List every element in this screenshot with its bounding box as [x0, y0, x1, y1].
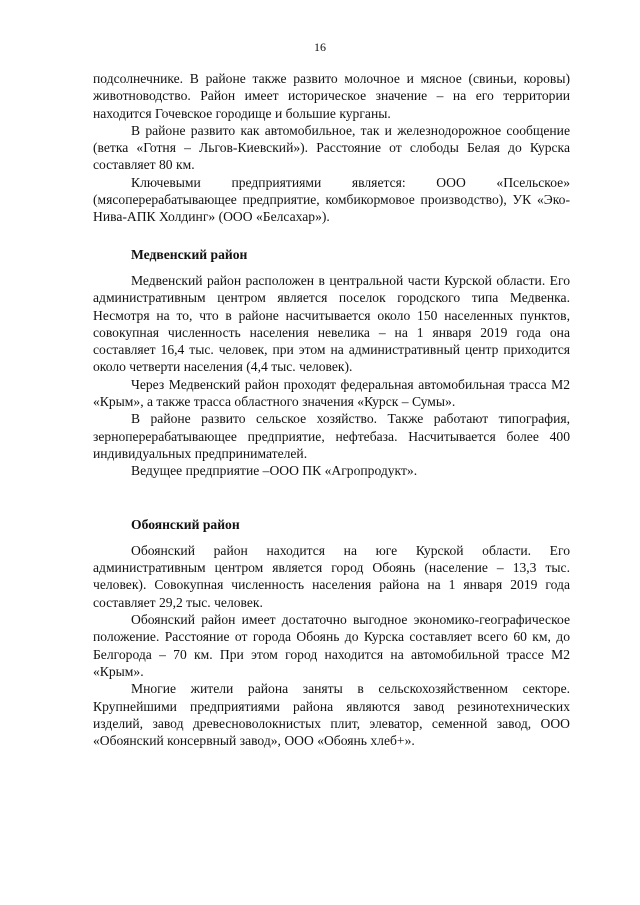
medvensky-paragraph-1: Медвенский район расположен в центральной части Курской области. Его административным центром является поселок городского типа Медвенка. Несмотря на то, что в районе насчитывается около 150 населенных пунктов, совокупная численность населения невелика – на 1 января 2019 года она составляет 16,4 тыс. человек, при этом на административный центр приходится около четверти населения (4,4 тыс. человек).	[93, 272, 570, 375]
medvensky-paragraph-4: Ведущее предприятие –ООО ПК «Агропродукт».	[131, 463, 418, 479]
oboyansky-paragraph-1: Обоянский район находится на юге Курской области. Его административным центром является город Обоянь (население – 13,3 тыс. человек). Совокупная численность населения района на 1 января 2019 года составляет 29,2 тыс. человек.	[93, 542, 570, 610]
oboyansky-paragraph-2: Обоянский район имеет достаточно выгодное экономико-географическое положение. Расстояние от города Обоянь до Курска составляет всего 60 км, до Белгорода – 70 км. При этом город находится на автомобильной трассе М2 «Крым».	[93, 612, 570, 679]
intro-paragraph-1: подсолнечнике. В районе также развито молочное и мясное (свиньи, коровы) животноводство. Район имеет историческое значение – на его территории находится Гочевское городище и большие курганы.	[93, 71, 570, 121]
page-number: 16	[314, 40, 326, 54]
medvensky-paragraph-2: Через Медвенский район проходят федеральная автомобильная трасса М2 «Крым», а также трасса областного значения «Курск – Сумы».	[93, 376, 570, 410]
oboyansky-paragraph-3: Многие жители района заняты в сельскохозяйственном секторе. Крупнейшими предприятиями района являются завод резинотехнических изделий, завод древесноволокнистых плит, элеватор, семенной завод, ООО «Обоянский консервный завод», ООО «Обоянь хлеб+».	[93, 681, 570, 749]
page-content	[93, 70, 570, 749]
intro-paragraph-2: В районе развито как автомобильное, так и железнодорожное сообщение (ветка «Готня – Льгов-Киевский»). Расстояние от слободы Белая до Курска составляет 80 км.	[93, 122, 570, 173]
oboyansky-heading: Обоянский район	[131, 516, 240, 532]
medvensky-paragraph-3: В районе развито сельское хозяйство. Также работают типография, зерноперерабатывающее предприятие, нефтебаза. Насчитывается более 400 индивидуальных предпринимателей.	[93, 411, 570, 461]
intro-paragraph-3: Ключевыми предприятиями является: ООО «Псельское» (мясоперерабатывающее предприятие, комбикормовое производство), УК «Эко-Нива-АПК Холдинг» (ООО «Белсахар»).	[93, 174, 570, 225]
medvensky-heading: Медвенский район	[131, 246, 248, 262]
